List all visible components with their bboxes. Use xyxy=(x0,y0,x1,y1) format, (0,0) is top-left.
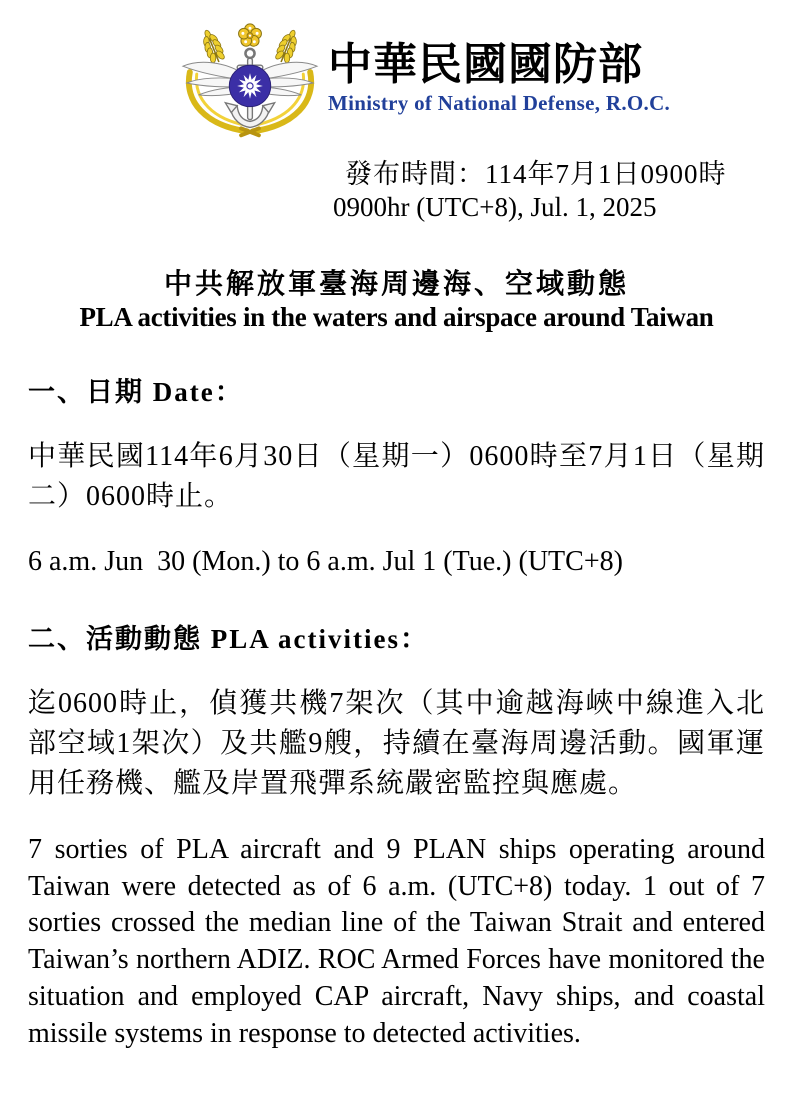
doc-title xyxy=(28,268,765,334)
mnd-masthead xyxy=(176,22,765,144)
doc-title-zh: 中共解放軍臺海周邊海、空域動態 xyxy=(163,268,629,300)
section-date-heading: 一、日期 Date： xyxy=(28,376,244,407)
section-activities-paragraph-zh: 迄0600時止，偵獲共機7架次（其中逾越海峽中線進入北部空域1架次）及共艦9艘，持續在臺海周邊活動。國軍運用任務機、艦及岸置飛彈系統嚴密監控與應處。 xyxy=(28,688,765,799)
section-activities-heading: 二、活動動態 PLA activities： xyxy=(28,624,429,655)
section-date-paragraph-zh: 中華民國114年6月30日（星期一）0600時至7月1日（星期二）0600時止。 xyxy=(28,440,765,512)
section-date-paragraph-en: 6 a.m. Jun 30 (Mon.) to 6 a.m. Jul 1 (Tue.) (UTC+8) xyxy=(28,546,623,578)
doc-title-en: PLA activities in the waters and airspace around Taiwan xyxy=(79,302,714,333)
release-time-zh: 發布時間：114年7月1日0900時 xyxy=(345,159,727,189)
release-time-block xyxy=(333,158,765,224)
release-time-en: 0900hr (UTC+8), Jul. 1, 2025 xyxy=(333,191,657,222)
org-name-zh: 中華民國國防部 xyxy=(328,40,643,89)
org-name-en: Ministry of National Defense, R.O.C. xyxy=(328,91,671,116)
mnd-emblem-icon xyxy=(176,22,324,144)
section-activities-paragraph-en: 7 sorties of PLA aircraft and 9 PLAN ships operating around Taiwan were detected as of 6 a.m. (UTC+8) today. 1 out of 7 sorties crossed the median line of the Taiwan Strait and entered Taiwan’s northern ADIZ. ROC Armed Forces have monitored the situation and employed CAP aircraft, Navy ships, and coastal missile systems in response to detected activities. xyxy=(28,833,772,1050)
org-names xyxy=(324,22,670,116)
